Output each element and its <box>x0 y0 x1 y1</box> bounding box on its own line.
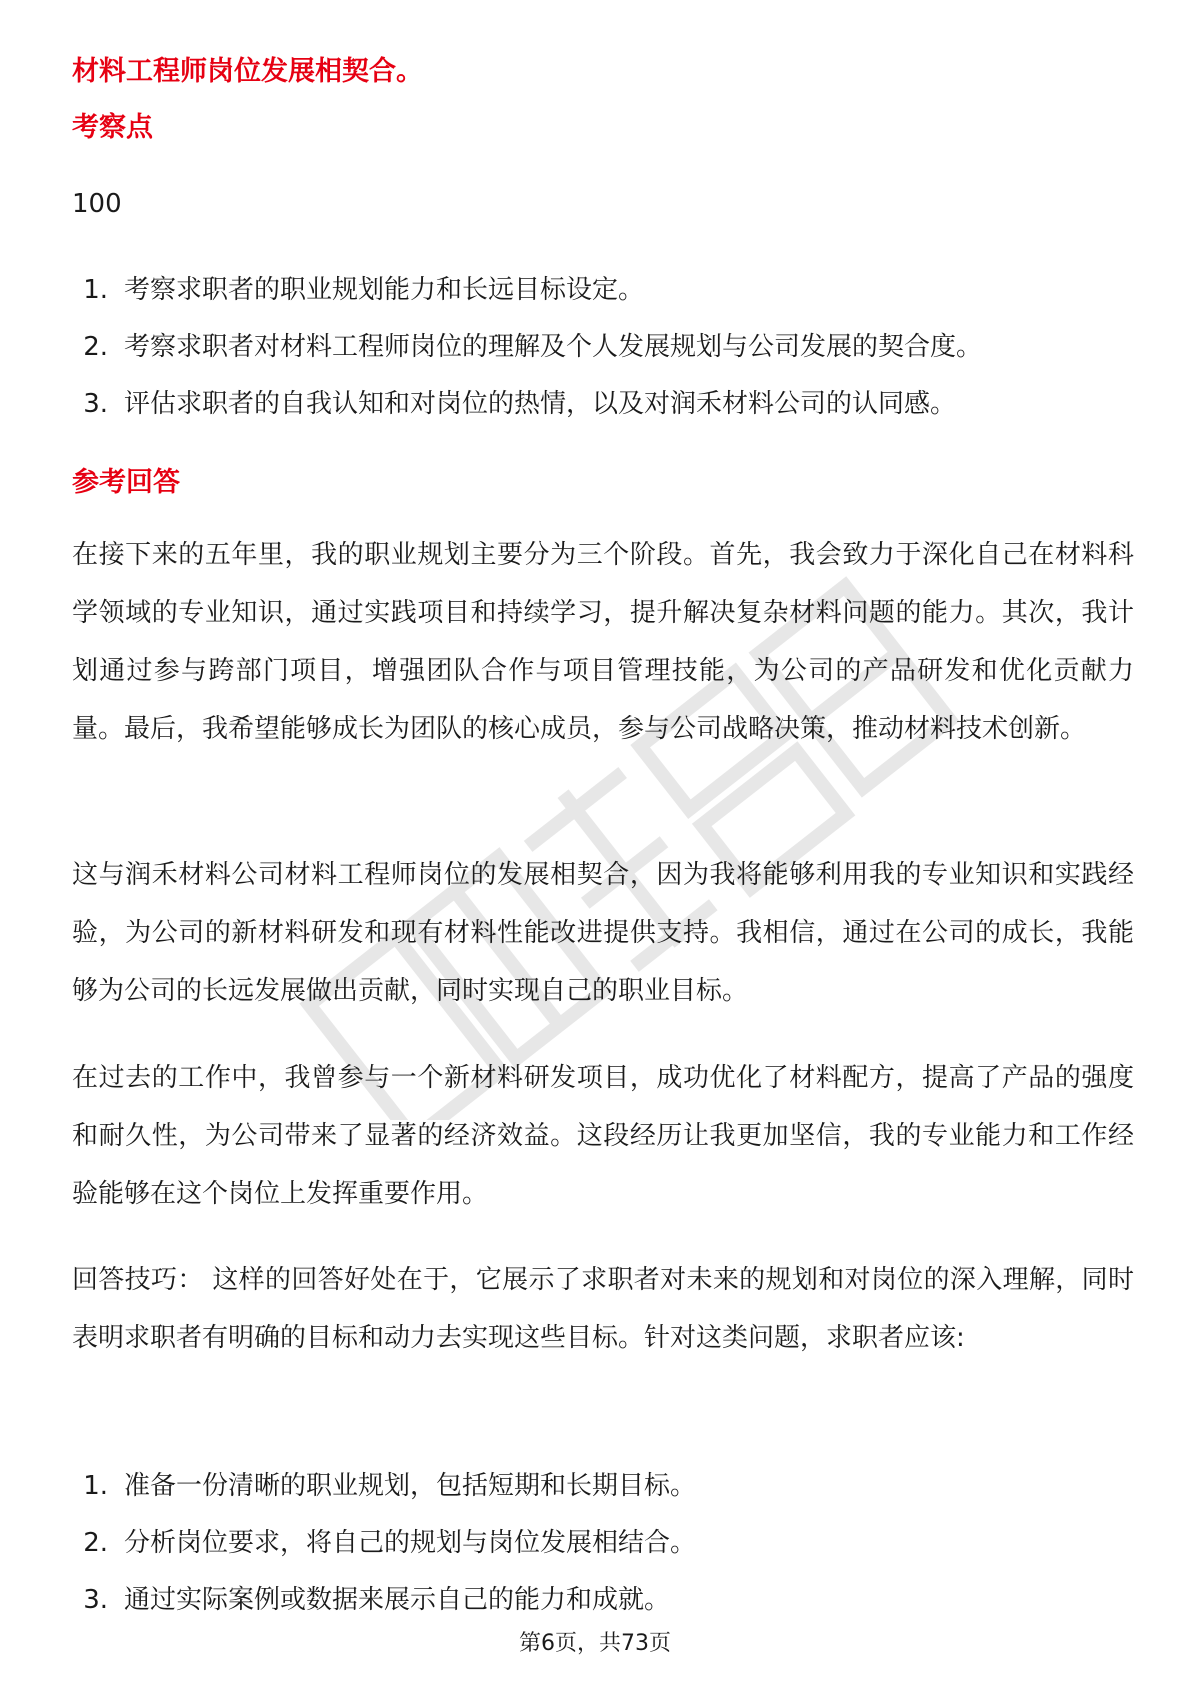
list-number: 1. <box>83 1471 108 1501</box>
list-item <box>72 329 982 386</box>
answer-paragraph: 在过去的工作中，我曾参与一个新材料研发项目，成功优化了材料配方，提高了产品的强度和耐久性，为公司带来了显著的经济效益。这段经历让我更加坚信，我的专业能力和工作经验能够在这个岗位上发挥重要作用。 <box>72 1063 1134 1209</box>
list-text: 考察求职者的职业规划能力和长远目标设定。 <box>124 275 645 305</box>
list-number: 2. <box>83 332 108 362</box>
list-item <box>72 386 982 443</box>
list-text: 通过实际案例或数据来展示自己的能力和成就。 <box>124 1585 671 1615</box>
list-number: 3. <box>83 389 108 419</box>
list-number: 3. <box>83 1585 108 1615</box>
score-value: 100 <box>72 189 122 219</box>
tips-list <box>72 1468 696 1639</box>
list-number: 2. <box>83 1528 108 1558</box>
list-number: 1. <box>83 275 108 305</box>
list-text: 分析岗位要求，将自己的规划与岗位发展相结合。 <box>124 1528 697 1558</box>
list-text: 评估求职者的自我认知和对岗位的热情，以及对润禾材料公司的认同感。 <box>124 389 957 419</box>
list-item <box>72 1468 696 1525</box>
page-footer: 第6页，共73页 <box>519 1631 671 1656</box>
answer-paragraph: 这与润禾材料公司材料工程师岗位的发展相契合，因为我将能够利用我的专业知识和实践经验，为公司的新材料研发和现有材料性能改进提供支持。我相信，通过在公司的成长，我能够为公司的长远发展做出贡献，同时实现自己的职业目标。 <box>72 860 1134 1006</box>
list-item <box>72 272 982 329</box>
assessment-points-list <box>72 272 982 443</box>
list-item <box>72 1525 696 1582</box>
answer-paragraph: 在接下来的五年里，我的职业规划主要分为三个阶段。首先，我会致力于深化自己在材料科学领域的专业知识，通过实践项目和持续学习，提升解决复杂材料问题的能力。其次，我计划通过参与跨部门项目，增强团队合作与项目管理技能，为公司的产品研发和优化贡献力量。最后，我希望能够成长为团队的核心成员，参与公司战略决策，推动材料技术创新。 <box>72 540 1134 744</box>
list-text: 准备一份清晰的职业规划，包括短期和长期目标。 <box>124 1471 697 1501</box>
continued-heading: 材料工程师岗位发展相契合。 <box>72 56 423 87</box>
section-heading-kaocha: 考察点 <box>72 112 153 143</box>
section-heading-cankao: 参考回答 <box>72 467 180 498</box>
list-text: 考察求职者对材料工程师岗位的理解及个人发展规划与公司发展的契合度。 <box>124 332 983 362</box>
tips-paragraph: 回答技巧： 这样的回答好处在于，它展示了求职者对未来的规划和对岗位的深入理解，同时表明求职者有明确的目标和动力去实现这些目标。针对这类问题，求职者应该: <box>72 1265 1134 1353</box>
